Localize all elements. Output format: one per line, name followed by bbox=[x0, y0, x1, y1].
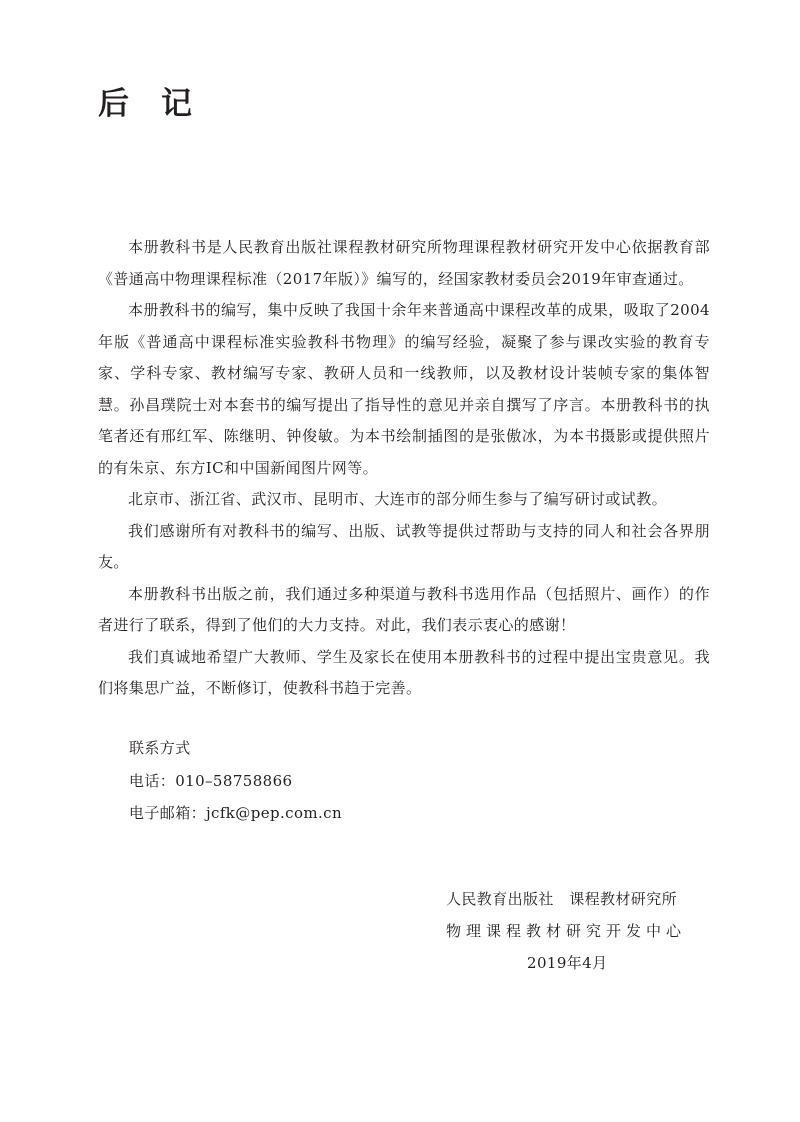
paragraph-3: 北京市、浙江省、武汉市、昆明市、大连市的部分师生参与了编写研讨或试教。 bbox=[128, 490, 668, 508]
paragraph-6: 我们真诚地希望广大教师、学生及家长在使用本册教科书的过程中提出宝贵意见。我们将集思广益，不断修订，使教科书趋于完善。 bbox=[98, 647, 710, 697]
contact-info bbox=[129, 732, 342, 830]
contact-email: 电子邮箱：jcfk@pep.com.cn bbox=[129, 804, 343, 822]
afterword-body bbox=[98, 232, 710, 705]
signature-publisher: 人民教育出版社 课程教材研究所 bbox=[446, 890, 678, 908]
signature-date: 2019年4月 bbox=[527, 954, 608, 972]
page-title bbox=[98, 82, 192, 126]
paragraph-2: 本册教科书的编写，集中反映了我国十余年来普通高中课程改革的成果，吸取了2004年版《普通高中课程标准实验教科书物理》的编写经验，凝聚了参与课改实验的教育专家、学科专家、教材编写专家、教研人员和一线教师，以及教材设计装帧专家的集体智慧。孙昌璞院士对本套书的编写提出了指导性的意见并亲自撰写了序言。本册教科书的执笔者还有邢红军、陈继明、钟俊敏。为本书绘制插图的是张傲冰，为本书摄影或提供照片的有朱京、东方IC和中国新闻图片网等。 bbox=[98, 301, 710, 477]
contact-phone: 电话：010–58758866 bbox=[129, 771, 293, 790]
paragraph-4: 我们感谢所有对教科书的编写、出版、试教等提供过帮助与支持的同人和社会各界朋友。 bbox=[98, 521, 710, 571]
paragraph-5: 本册教科书出版之前，我们通过多种渠道与教科书选用作品（包括照片、画作）的作者进行了联系，得到了他们的大力支持。对此，我们表示衷心的感谢！ bbox=[98, 584, 710, 634]
paragraph-1: 本册教科书是人民教育出版社课程教材研究所物理课程教材研究开发中心依据教育部《普通高中物理课程标准（2017年版）》编写的，经国家教材委员会2019年审查通过。 bbox=[98, 238, 710, 288]
title-char-2: 记 bbox=[161, 86, 192, 122]
signature-center: 物理课程教材研究开发中心 bbox=[446, 922, 687, 940]
title-char-1: 后 bbox=[98, 86, 129, 122]
contact-heading: 联系方式 bbox=[129, 739, 191, 757]
